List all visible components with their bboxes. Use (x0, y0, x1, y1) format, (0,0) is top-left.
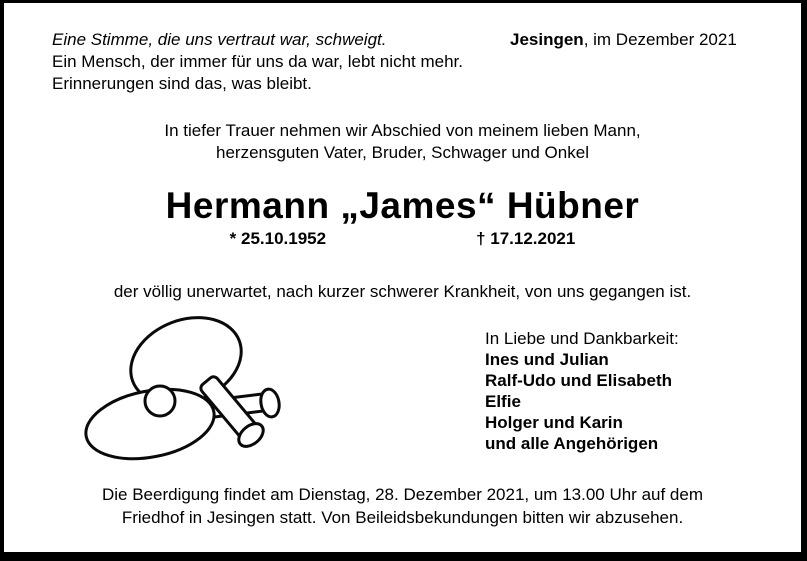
intro-line-1: In tiefer Trauer nehmen wir Abschied von meinem lieben Mann, (164, 121, 641, 140)
funeral-line-2: Friedhof in Jesingen statt. Von Beileidsbekundungen bitten wir abzusehen. (121, 508, 684, 527)
mourners-list (485, 328, 679, 454)
dateline (510, 29, 737, 51)
dateline-rest: , im Dezember 2021 (583, 30, 737, 49)
mourners-heading: In Liebe und Dankbarkeit: (485, 329, 679, 348)
dateline-place: Jesingen (510, 30, 584, 49)
intro-line-2: herzensguten Vater, Bruder, Schwager und Onkel (216, 143, 589, 162)
passing-text: der völlig unerwartet, nach kurzer schwerer Krankheit, von uns gegangen ist. (113, 282, 692, 301)
epigraph-line-2: Ein Mensch, der immer für uns da war, lebt nicht mehr. (52, 52, 464, 71)
mourner-name: Elfie (485, 392, 521, 411)
epigraph-line-3: Erinnerungen sind das, was bleibt. (52, 74, 312, 93)
life-dates (4, 229, 801, 249)
epigraph (52, 29, 463, 95)
intro-text (4, 120, 801, 164)
funeral-info (4, 483, 801, 529)
birth-date: * 25.10.1952 (229, 229, 327, 248)
funeral-line-1: Die Beerdigung findet am Dienstag, 28. Dezember 2021, um 13.00 Uhr auf dem (101, 485, 703, 504)
mourner-name: und alle Angehörigen (485, 434, 659, 453)
epigraph-line-1: Eine Stimme, die uns vertraut war, schweigt. (52, 30, 387, 49)
death-date: † 17.12.2021 (476, 229, 576, 248)
table-tennis-paddles-and-ball-icon (72, 311, 334, 467)
deceased-name: Hermann „James“ Hübner (165, 185, 640, 226)
mourner-name: Ralf-Udo und Elisabeth (485, 371, 672, 390)
mourner-name: Ines und Julian (485, 350, 609, 369)
mourner-name: Holger und Karin (485, 413, 623, 432)
